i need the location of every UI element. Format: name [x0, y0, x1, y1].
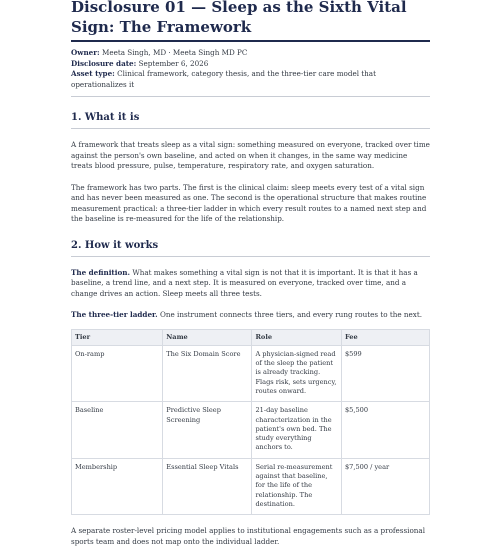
- table-cell: Baseline: [72, 402, 163, 458]
- asset-value: Clinical framework, category thesis, and the three-tier care model that operationalizes it: [71, 69, 376, 89]
- tier-table: [71, 329, 430, 516]
- paragraph: A separate roster-level pricing model applies to institutional engagements such as a professional sports team and does not map onto the individual ladder.: [71, 526, 426, 546]
- table-row: [72, 458, 430, 514]
- definition-label: The definition.: [71, 267, 131, 277]
- table-row: [72, 345, 430, 401]
- table-header-row: [72, 329, 430, 345]
- table-cell: Predictive Sleep Screening: [163, 402, 252, 458]
- document-content: [71, 0, 430, 547]
- table-cell: Essential Sleep Vitals: [163, 458, 252, 514]
- section-heading-how-it-works: 2. How it works: [71, 239, 159, 251]
- section-divider: [71, 128, 430, 129]
- section-divider: [71, 256, 430, 257]
- section-heading-what-it-is: 1. What it is: [71, 112, 140, 123]
- page-title: Disclosure 01 — Sleep as the Sixth Vital Sign: The Framework: [71, 0, 407, 36]
- date-label: Disclosure date:: [71, 58, 137, 68]
- table-cell: The Six Domain Score: [163, 345, 252, 401]
- table-cell: $7,500 / year: [341, 458, 429, 514]
- column-header: Name: [163, 329, 252, 345]
- date-value: September 6, 2026: [138, 58, 209, 68]
- owner-line: [71, 48, 430, 59]
- table-cell: $5,500: [341, 402, 429, 458]
- column-header: Fee: [341, 329, 429, 345]
- table-cell: A physician-signed read of the sleep the patient is already tracking. Flags risk, sets urgency, routes onward.: [252, 345, 342, 401]
- table-cell: Membership: [72, 458, 163, 514]
- asset-label: Asset type:: [71, 69, 115, 78]
- table-cell: $599: [341, 345, 429, 401]
- owner-value: Meeta Singh, MD · Meeta Singh MD PC: [101, 48, 248, 57]
- ladder-text: One instrument connects three tiers, and every rung routes to the next.: [159, 310, 423, 319]
- asset-line: [71, 69, 430, 90]
- date-line: [71, 59, 430, 70]
- table-cell: Serial re-measurement against that baseline, for the life of the relationship. The destination.: [252, 458, 342, 514]
- table-cell: 21-day baseline characterization in the patient's own bed. The study everything anchors to.: [252, 402, 342, 458]
- table-cell: On-ramp: [72, 345, 163, 401]
- ladder-label: The three-tier ladder.: [71, 310, 158, 319]
- title-divider: [71, 40, 430, 42]
- metadata-block: [71, 48, 430, 90]
- column-header: Role: [252, 329, 342, 345]
- owner-label: Owner:: [71, 48, 100, 57]
- paragraph: A framework that treats sleep as a vital sign: something measured on everyone, tracked over time against the person's own baseline, and acted on when it changes, in the same way medicine treats blood pressure, pulse, temperature, respiratory rate, and oxygen saturation.: [71, 140, 430, 170]
- table-row: [72, 402, 430, 458]
- metadata-divider: [71, 96, 430, 97]
- definition-text: What makes something a vital sign is not that it is important. It is that it has a baseline, a trend line, and a next step. It is measured on everyone, tracked over time, and a change drives an action. Sleep meets all three tests.: [71, 267, 418, 298]
- definition-paragraph: [71, 268, 430, 300]
- paragraph: The framework has two parts. The first is the clinical claim: sleep meets every test of a vital sign and has never been measured as one. The second is the operational structure that makes routine measurement practical: a three-tier ladder in which every result routes to a named next step and the baseline is re-measured for the life of the relationship.: [71, 182, 427, 223]
- column-header: Tier: [72, 329, 163, 345]
- ladder-paragraph: [71, 310, 430, 321]
